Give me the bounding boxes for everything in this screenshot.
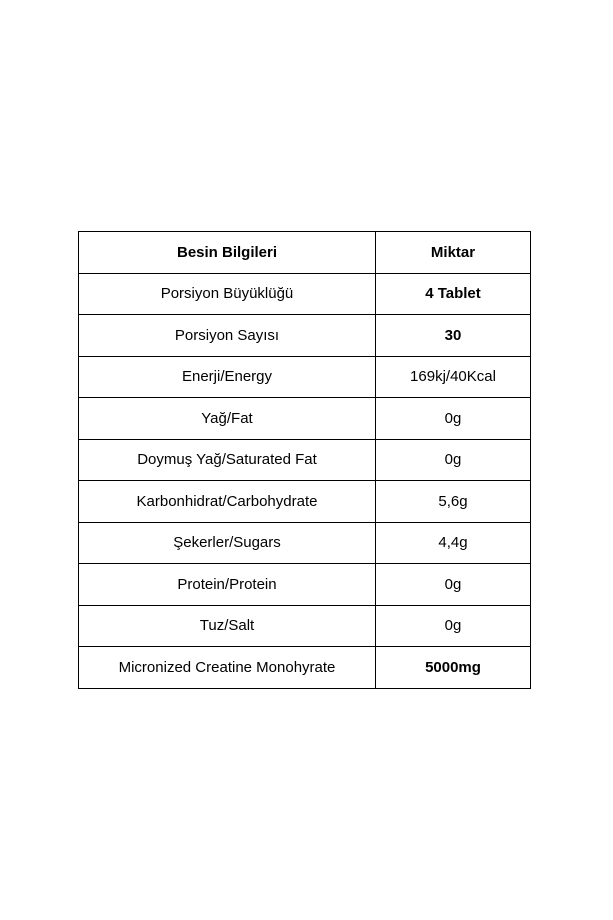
table-row	[79, 398, 531, 440]
nutrient-value: 0g	[376, 564, 531, 606]
nutrient-value: 0g	[376, 439, 531, 481]
table-row	[79, 356, 531, 398]
table-row	[79, 481, 531, 523]
table-row	[79, 439, 531, 481]
header-nutrient: Besin Bilgileri	[79, 232, 376, 274]
nutrient-value: 0g	[376, 605, 531, 647]
nutrient-name: Enerji/Energy	[79, 356, 376, 398]
nutrient-name: Şekerler/Sugars	[79, 522, 376, 564]
nutrient-name: Yağ/Fat	[79, 398, 376, 440]
table-row	[79, 522, 531, 564]
nutrient-name: Protein/Protein	[79, 564, 376, 606]
nutrient-name: Doymuş Yağ/Saturated Fat	[79, 439, 376, 481]
table-row	[79, 605, 531, 647]
nutrient-name: Karbonhidrat/Carbohydrate	[79, 481, 376, 523]
nutrient-value: 4,4g	[376, 522, 531, 564]
table-header-row	[79, 232, 531, 274]
nutrient-name: Porsiyon Büyüklüğü	[79, 273, 376, 315]
nutrient-value: 5000mg	[376, 647, 531, 689]
nutrient-value: 0g	[376, 398, 531, 440]
nutrient-value: 169kj/40Kcal	[376, 356, 531, 398]
table-row	[79, 315, 531, 357]
table-row	[79, 273, 531, 315]
nutrient-value: 4 Tablet	[376, 273, 531, 315]
nutrient-name: Tuz/Salt	[79, 605, 376, 647]
header-amount: Miktar	[376, 232, 531, 274]
table-row	[79, 647, 531, 689]
nutrient-name: Micronized Creatine Monohyrate	[79, 647, 376, 689]
nutrient-name: Porsiyon Sayısı	[79, 315, 376, 357]
nutrient-value: 5,6g	[376, 481, 531, 523]
nutrition-facts-table	[78, 231, 531, 689]
table-row	[79, 564, 531, 606]
nutrient-value: 30	[376, 315, 531, 357]
